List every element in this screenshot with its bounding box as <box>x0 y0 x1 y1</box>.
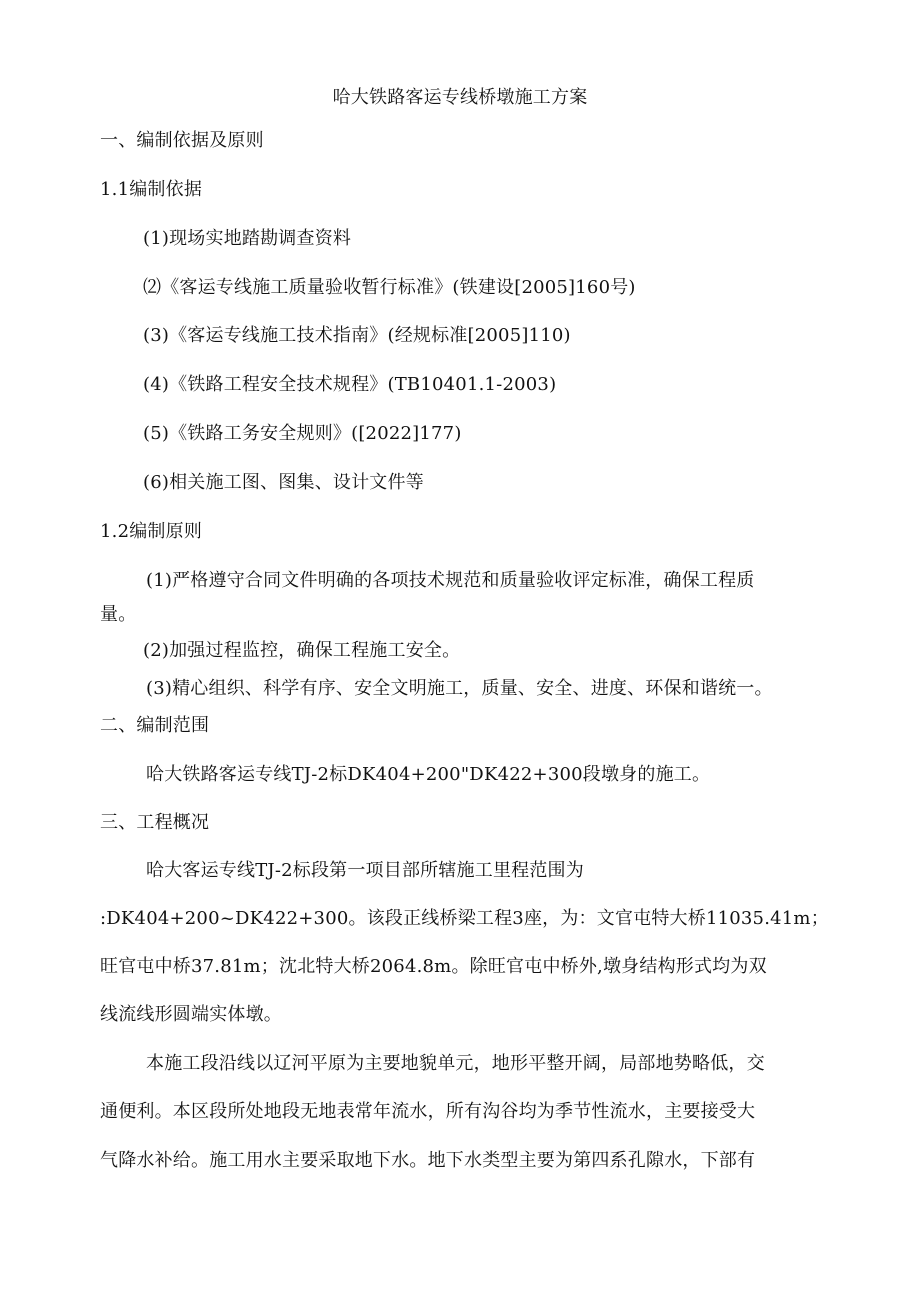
section-heading-basis-principles: 一、编制依据及原则 <box>100 130 264 151</box>
subsection-heading-principles: 1.2编制原则 <box>100 521 203 542</box>
section-heading-overview: 三、工程概况 <box>100 812 210 833</box>
basis-item-5: (5)《铁路工务安全规则》([2022]177) <box>143 423 462 444</box>
overview-line-1: 哈大客运专线TJ-2标段第一项目部所辖施工里程范围为 <box>146 860 584 881</box>
principle-1-line-2: 量。 <box>100 604 137 625</box>
overview-line-6: 通便利。本区段所处地段无地表常年流水，所有沟谷均为季节性流水，主要接受大 <box>100 1101 756 1122</box>
principle-3: (3)精心组织、科学有序、安全文明施工，质量、安全、进度、环保和谐统一。 <box>146 678 773 699</box>
basis-item-1: (1)现场实地踏勘调查资料 <box>143 228 352 249</box>
basis-item-2: ⑵《客运专线施工质量验收暂行标准》(铁建设[2005]160号) <box>143 277 636 298</box>
principle-1-line-1: (1)严格遵守合同文件明确的各项技术规范和质量验收评定标准，确保工程质 <box>146 570 755 591</box>
basis-item-4: (4)《铁路工程安全技术规程》(TB10401.1-2003) <box>143 374 557 395</box>
overview-line-4: 线流线形圆端实体墩。 <box>100 1004 282 1025</box>
overview-line-5: 本施工段沿线以辽河平原为主要地貌单元，地形平整开阔，局部地势略低，交 <box>146 1053 765 1074</box>
section-heading-scope: 二、编制范围 <box>100 715 210 736</box>
principle-2: (2)加强过程监控，确保工程施工安全。 <box>143 640 461 661</box>
overview-line-3: 旺官屯中桥37.81m；沈北特大桥2064.8m。除旺官屯中桥外,墩身结构形式均为双 <box>100 956 767 977</box>
subsection-heading-basis: 1.1编制依据 <box>100 179 203 200</box>
basis-item-3: (3)《客运专线施工技术指南》(经规标准[2005]110) <box>143 325 571 346</box>
document-title: 哈大铁路客运专线桥墩施工方案 <box>332 87 588 108</box>
basis-item-6: (6)相关施工图、图集、设计文件等 <box>143 472 424 493</box>
overview-line-7: 气降水补给。施工用水主要采取地下水。地下水类型主要为第四系孔隙水，下部有 <box>100 1150 756 1171</box>
scope-paragraph: 哈大铁路客运专线TJ-2标DK404+200"DK422+300段墩身的施工。 <box>146 764 711 785</box>
overview-line-2: :DK404+200~DK422+300。该段正线桥梁工程3座，为：文官屯特大桥11035.41m； <box>100 908 829 929</box>
